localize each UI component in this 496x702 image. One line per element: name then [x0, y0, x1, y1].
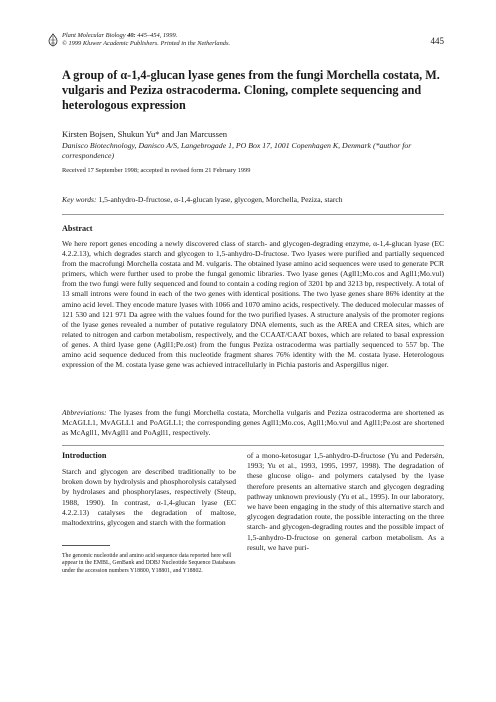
- abbreviations: [62, 408, 444, 438]
- footnote-rule: [62, 545, 110, 546]
- abstract-heading: Abstract: [62, 224, 93, 233]
- footnote: The genomic nucleotide and amino acid sequence data reported here will appear in the EMBL, GenBank and DDBJ Nucleotide Sequence Databases under the accession numbers Y18800, Y18801, and Y18802.: [62, 553, 236, 574]
- abbreviations-label: Abbreviations:: [62, 408, 107, 417]
- keywords-text: 1,5-anhydro-D-fructose, α-1,4-glucan lyase, glycogen, Morchella, Peziza, starch: [98, 195, 343, 204]
- journal-header: [62, 32, 230, 48]
- article-title: A group of α-1,4-glucan lyase genes from the fungi Morchella costata, M. vulgaris and Peziza ostracoderma. Cloning, complete sequencing and heterologous expression: [62, 68, 440, 112]
- divider: [62, 214, 444, 215]
- keywords-label: Key words:: [62, 195, 97, 204]
- abstract-text: We here report genes encoding a newly discovered class of starch- and glycogen-degrading enzyme, α-1,4-glucan lyase (EC 4.2.2.13), which degrades starch and glycogen to 1,5-anhydro-D-fructose. Two lyases were purified and partially sequenced from the macrofungi Morchella costata and M. vulgaris. The obtained lyase amino acid sequences were used to generate PCR primers, which were further used to probe the fungal genomic libraries. Two lyase genes (Agll1;Mo.cos and Agll1;Mo.vul) from the two fungi were fully sequenced and found to contain a coding region of 3201 bp and 3213 bp, respectively. A total of 13 small introns were found in each of the two genes with identical positions. The two lyase genes share 86% identity at the amino acid level. They encode mature lyases with 1066 and 1070 amino acids, respectively. The deduced molecular masses of 121 530 and 121 971 Da agree with the values found for the two purified lyases. A structure analysis of the promoter regions of the lyase genes revealed a number of putative regulatory DNA elements, such as the AREA and CREA sites, which are related to nitrogen and carbon metabolism, respectively, and the CCAAT/CAAT boxes, which are related to basal expression of genes. A third lyase gene (Agll1;Pe.ost) from the fungus Peziza ostracoderma was partially sequenced to 557 bp. The amino acid sequence deduced from this nucleotide fragment shares 76% identity with the M. costata lyase. Heterologous expression of the M. costata lyase gene was achieved intracellularly in Pichia pastoris and Aspergillus niger.: [62, 239, 444, 370]
- journal-pages: 445–454, 1999.: [137, 32, 178, 39]
- author-list: Kirsten Bojsen, Shukun Yu* and Jan Marcussen: [62, 129, 228, 139]
- introduction-heading: Introduction: [62, 451, 107, 460]
- publisher-logo-icon: [47, 33, 59, 47]
- introduction-left-column: Starch and glycogen are described traditionally to be broken down by hydrolysis and phosphorolysis catalysed by hydrolases and phosphorylases, respectively (Steup, 1988, 1990). In contrast, α-1,4-glucan lyase (EC 4.2.2.13) catalyses the degradation of maltose, maltodextrins, glycogen and starch with the formation: [62, 467, 236, 528]
- introduction-right-column: of a mono-ketosugar 1,5-anhydro-D-fructose (Yu and Pedersén, 1993; Yu et al., 1993, 1995, 1997, 1998). The degradation of these glucose oligo- and polymers catalysed by the lyase therefore presents an alternative starch and glycogen degrading pathway unknown previously (Yu et al., 1995). In our laboratory, we have been engaging in the study of this alternative starch and glycogen degradation route, the possible interacting on the three starch- and glycogen-degrading routes and the possible impact of 1,5-anhydro-D-fructose on general carbon metabolism. As a result, we have puri-: [247, 451, 444, 552]
- copyright-line: © 1999 Kluwer Academic Publishers. Printed in the Netherlands.: [62, 40, 231, 47]
- abbreviations-text: The lyases from the fungi Morchella costata, Morchella vulgaris and Peziza ostracoderma are shortened as McAGLL1, MvAGLL1 and PoAGLL1; the corresponding genes Agll1;Mo.cos, Agll1;Mo.vul and Agll1;Pe.ost are shortened as McAgll1, MvAgll1 and PoAgll1, respectively.: [62, 408, 444, 438]
- affiliation: Danisco Biotechnology, Danisco A/S, Langebrogade 1, PO Box 17, 1001 Copenhagen K, Denmark (*author for correspondence): [62, 141, 412, 160]
- divider: [62, 445, 444, 446]
- journal-volume: 40:: [127, 32, 136, 39]
- keywords: [62, 195, 442, 205]
- page-number: 445: [430, 36, 444, 46]
- received-dates: Received 17 September 1998; accepted in revised form 21 February 1999: [62, 167, 251, 174]
- journal-name: Plant Molecular Biology: [62, 32, 126, 39]
